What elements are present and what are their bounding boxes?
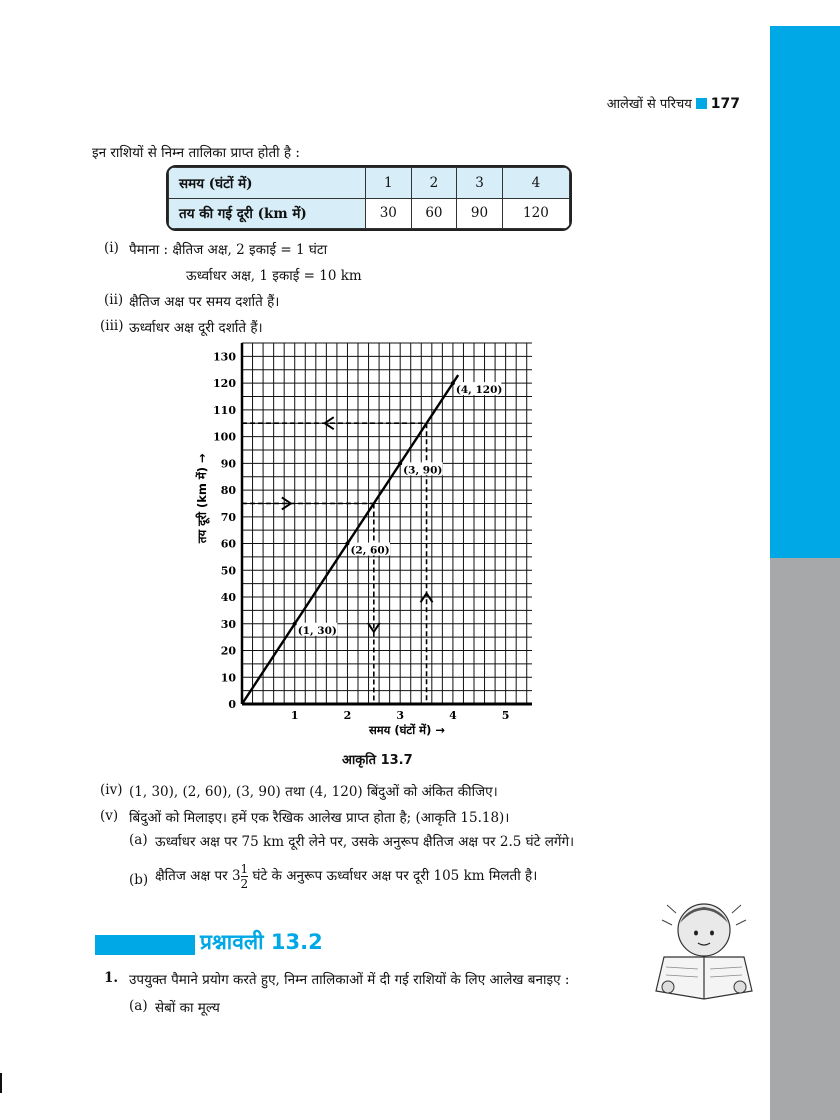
question-sub-text: सेबों का मूल्य xyxy=(155,1000,220,1016)
table-row xyxy=(169,198,570,229)
section-bar xyxy=(95,935,195,955)
x-tick-label: 1 xyxy=(290,709,299,722)
y-tick-label: 40 xyxy=(220,591,236,605)
header-square-icon xyxy=(696,98,707,109)
x-tick-label: 2 xyxy=(343,709,352,722)
side-tab-gray xyxy=(770,558,840,1120)
x-tick-label: 4 xyxy=(449,709,457,722)
step-v-text: बिंदुओं को मिलाइए। हमें एक रैखिक आलेख प्राप्त होता है; (आकृति 15.18)। xyxy=(129,810,510,826)
y-tick-label: 60 xyxy=(220,537,236,551)
data-label: (2, 60) xyxy=(350,544,390,557)
step-iii-number: (iii) xyxy=(100,318,124,334)
step-vb-label: (b) xyxy=(129,872,149,888)
data-point xyxy=(451,381,455,385)
y-tick-label: 0 xyxy=(228,698,236,711)
step-iii-text: ऊर्ध्वाधर अक्ष दूरी दर्शाते हैं। xyxy=(129,320,263,336)
step-iv-number: (iv) xyxy=(100,782,123,798)
y-tick-label: 90 xyxy=(220,457,236,471)
section-title: प्रश्नावली 13.2 xyxy=(200,930,323,954)
data-point xyxy=(398,461,402,465)
table-cell: 90 xyxy=(457,198,503,229)
y-tick-label: 30 xyxy=(220,617,236,631)
y-tick-label: 20 xyxy=(220,644,236,658)
page-header xyxy=(0,94,740,112)
table-cell: 30 xyxy=(366,198,412,229)
step-vb-text xyxy=(155,862,537,891)
step-va-text: ऊर्ध्वाधर अक्ष पर 75 km दूरी लेने पर, उसके अनुरूप क्षैतिज अक्ष पर 2.5 घंटे लगेंगे। xyxy=(155,834,575,850)
fraction-denominator: 2 xyxy=(240,877,249,891)
step-v-number: (v) xyxy=(100,808,119,824)
table-cell: 60 xyxy=(411,198,457,229)
step-i-number: (i) xyxy=(104,240,119,256)
data-label: (4, 120) xyxy=(455,384,503,397)
y-axis-title: तय दूरी (km में) → xyxy=(195,453,209,544)
table-header-cell: समय (घंटों में) xyxy=(169,168,366,199)
x-tick-label: 3 xyxy=(396,709,405,722)
table-cell: 4 xyxy=(502,168,569,199)
data-table xyxy=(166,165,572,231)
page-number: 177 xyxy=(710,96,740,112)
x-tick-label: 5 xyxy=(501,709,510,722)
x-axis-title: समय (घंटों में) → xyxy=(369,723,445,737)
y-tick-label: 10 xyxy=(220,671,236,685)
girl-reading-illustration xyxy=(642,895,767,1005)
step-ii-number: (ii) xyxy=(104,292,124,308)
table-row xyxy=(169,168,570,199)
y-tick-label: 120 xyxy=(213,377,236,391)
question-sub-number: (a) xyxy=(129,998,148,1014)
y-tick-label: 80 xyxy=(220,484,236,498)
chapter-title: आलेखों से परिचय xyxy=(606,97,692,112)
step-va-number: (a) xyxy=(129,832,148,848)
data-point xyxy=(345,542,349,546)
figure-caption: आकृति 13.7 xyxy=(342,753,413,768)
y-tick-label: 100 xyxy=(213,430,236,444)
step-vb-number xyxy=(129,872,148,888)
question-number: 1. xyxy=(104,970,119,986)
step-vb-pre: क्षैतिज अक्ष पर 3 xyxy=(155,868,241,884)
y-tick-label: 50 xyxy=(220,564,236,578)
y-tick-label: 110 xyxy=(213,403,236,417)
question-text: उपयुक्त पैमाने प्रयोग करते हुए, निम्न तालिकाओं में दी गई राशियों के लिए आलेख बनाइए : xyxy=(129,972,570,988)
intro-text: इन राशियों से निम्न तालिका प्राप्त होती है : xyxy=(92,145,300,161)
step-i-text: पैमाना : क्षैतिज अक्ष, 2 इकाई = 1 घंटा xyxy=(129,242,328,258)
table-header-cell: तय की गई दूरी (km में) xyxy=(169,198,366,229)
y-tick-label: 130 xyxy=(213,350,236,364)
page-edge-mark xyxy=(0,1073,2,1093)
side-tab-blue xyxy=(770,26,840,558)
y-tick-label: 70 xyxy=(220,510,236,524)
distance-time-graph xyxy=(190,340,550,745)
table-cell: 2 xyxy=(411,168,457,199)
data-point xyxy=(293,622,297,626)
table-cell: 120 xyxy=(502,198,569,229)
step-iv-text: (1, 30), (2, 60), (3, 90) तथा (4, 120) बिंदुओं को अंकित कीजिए। xyxy=(129,784,498,800)
table-cell: 1 xyxy=(366,168,412,199)
data-label: (1, 30) xyxy=(297,624,337,637)
step-ii-text: क्षैतिज अक्ष पर समय दर्शाते हैं। xyxy=(129,294,280,310)
step-vb-post: घंटे के अनुरूप ऊर्ध्वाधर अक्ष पर दूरी 105 km मिलती है। xyxy=(252,868,538,884)
fraction-half xyxy=(241,862,249,891)
step-i-text-2: ऊर्ध्वाधर अक्ष, 1 इकाई = 10 km xyxy=(186,268,362,284)
fraction-numerator: 1 xyxy=(240,862,249,876)
table-cell: 3 xyxy=(457,168,503,199)
data-label: (3, 90) xyxy=(403,464,443,477)
